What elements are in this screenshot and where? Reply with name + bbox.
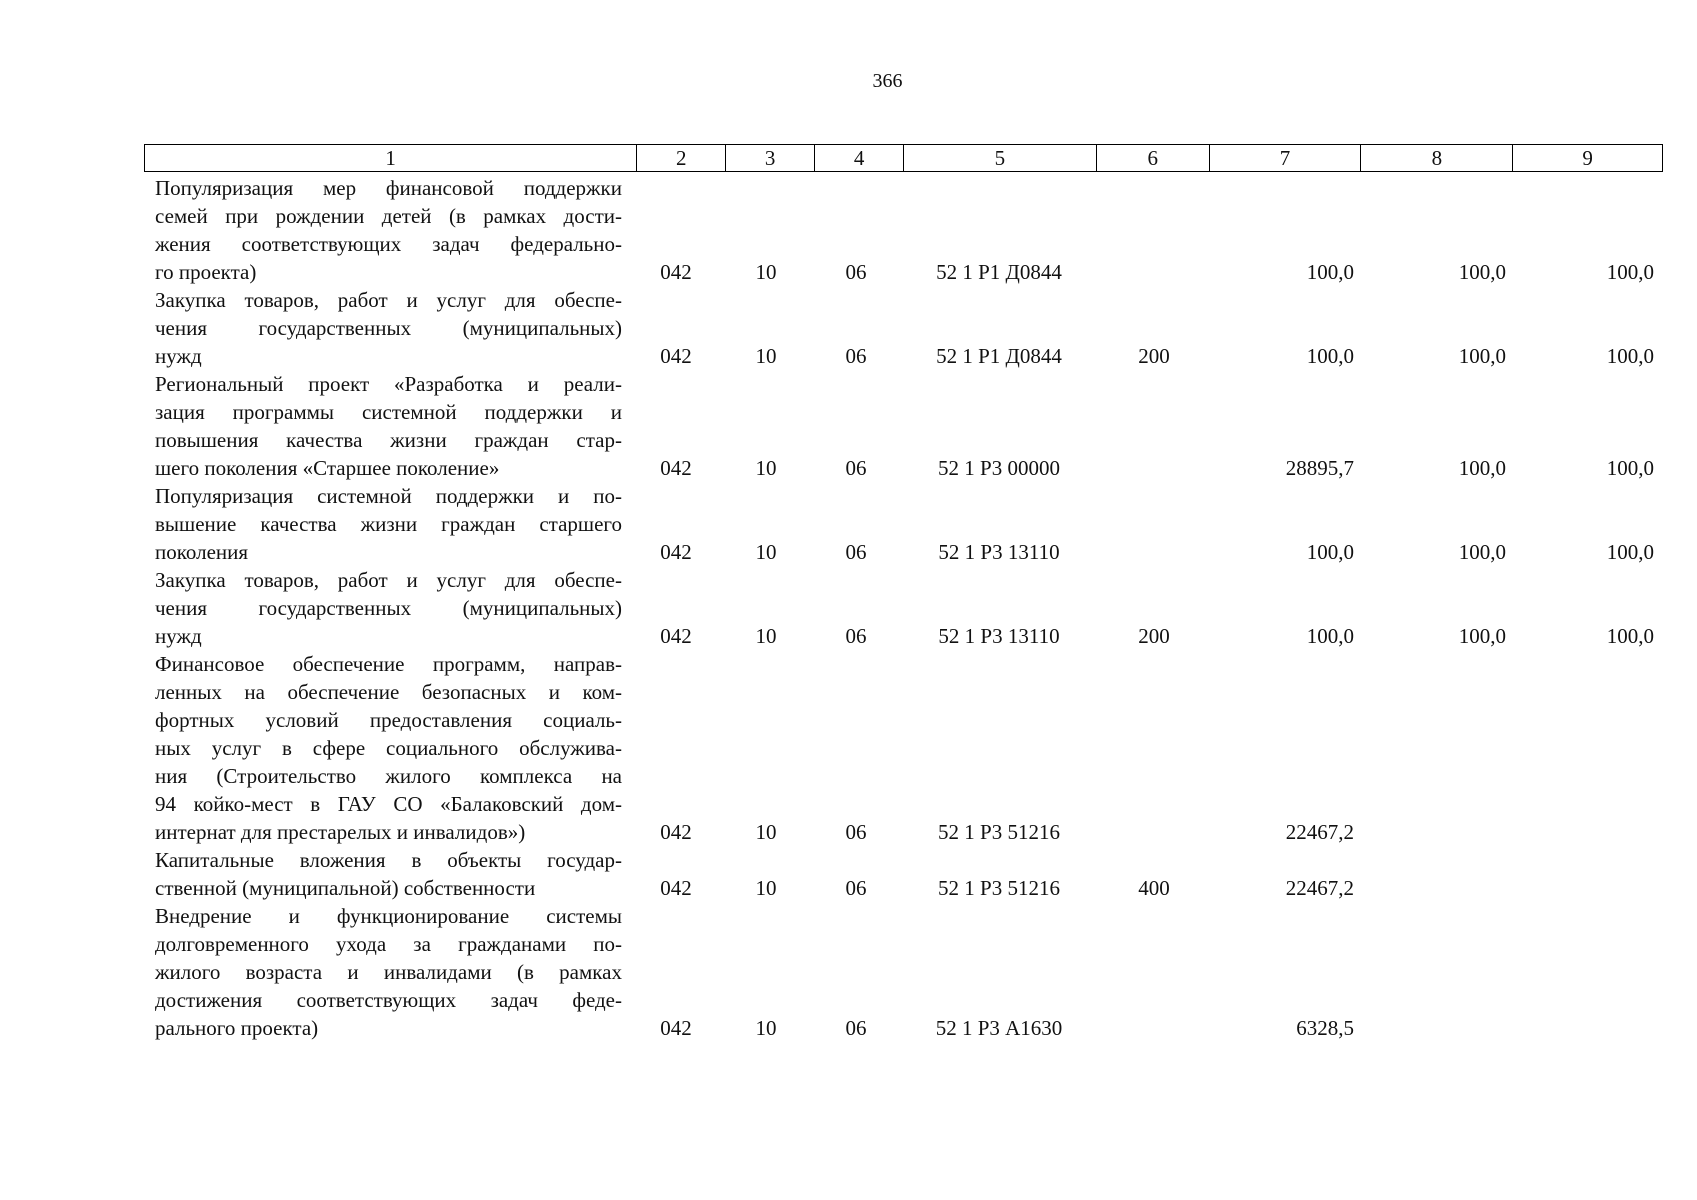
cell-col-6: 200 xyxy=(1138,624,1170,648)
cell-col-7: 6328,5 xyxy=(1296,1016,1354,1040)
cell-col-5: 52 1 Р1 Д0844 xyxy=(936,260,1062,284)
header-col-7: 7 xyxy=(1209,145,1361,171)
cell-col-6: 200 xyxy=(1138,344,1170,368)
cell-col-7: 22467,2 xyxy=(1285,876,1354,900)
row-description xyxy=(155,370,622,482)
cell-col-8: 100,0 xyxy=(1458,456,1506,480)
cell-col-4: 06 xyxy=(845,456,867,480)
description-line: чения государственных (муниципальных) xyxy=(155,316,622,340)
description-line: вышение качества жизни граждан старшего xyxy=(155,512,622,536)
cell-col-4: 06 xyxy=(845,624,867,648)
cell-col-2: 042 xyxy=(660,260,692,284)
cell-col-4: 06 xyxy=(845,344,867,368)
cell-col-4: 06 xyxy=(845,876,867,900)
description-line: ных услуг в сфере социального обслужива- xyxy=(155,736,622,760)
table-row xyxy=(0,650,1697,846)
row-description xyxy=(155,846,622,902)
table-row xyxy=(0,902,1697,1042)
cell-col-8: 100,0 xyxy=(1458,344,1506,368)
cell-col-2: 042 xyxy=(660,456,692,480)
cell-col-2: 042 xyxy=(660,540,692,564)
description-line: шего поколения «Старшее поколение» xyxy=(155,456,500,480)
header-col-9: 9 xyxy=(1512,145,1662,171)
row-description xyxy=(155,902,622,1042)
description-line: жения соответствующих задач федерально- xyxy=(155,232,622,256)
cell-col-7: 100,0 xyxy=(1306,624,1354,648)
description-line: интернат для престарелых и инвалидов») xyxy=(155,820,526,844)
row-description xyxy=(155,174,622,286)
cell-col-7: 100,0 xyxy=(1306,260,1354,284)
cell-col-6: 400 xyxy=(1138,876,1170,900)
cell-col-3: 10 xyxy=(755,260,777,284)
description-line: Региональный проект «Разработка и реали- xyxy=(155,372,622,396)
cell-col-2: 042 xyxy=(660,344,692,368)
cell-col-5: 52 1 Р3 51216 xyxy=(938,820,1060,844)
header-col-5: 5 xyxy=(903,145,1096,171)
cell-col-2: 042 xyxy=(660,876,692,900)
header-col-1: 1 xyxy=(385,146,396,170)
cell-col-9: 100,0 xyxy=(1606,540,1654,564)
description-line: го проекта) xyxy=(155,260,257,284)
description-line: Закупка товаров, работ и услуг для обеспе- xyxy=(155,568,622,592)
cell-col-9: 100,0 xyxy=(1606,624,1654,648)
description-line: семей при рождении детей (в рамках дости- xyxy=(155,204,622,228)
table-row xyxy=(0,482,1697,566)
cell-col-5: 52 1 Р3 13110 xyxy=(938,540,1060,564)
description-line: Популяризация системной поддержки и по- xyxy=(155,484,622,508)
cell-col-3: 10 xyxy=(755,344,777,368)
cell-col-3: 10 xyxy=(755,1016,777,1040)
header-col-4: 4 xyxy=(814,145,903,171)
cell-col-4: 06 xyxy=(845,540,867,564)
description-line: нужд xyxy=(155,624,202,648)
cell-col-5: 52 1 Р3 13110 xyxy=(938,624,1060,648)
cell-col-8: 100,0 xyxy=(1458,260,1506,284)
description-line: достижения соответствующих задач феде- xyxy=(155,988,622,1012)
header-col-3: 3 xyxy=(725,145,814,171)
header-col-8: 8 xyxy=(1360,145,1512,171)
description-line: ленных на обеспечение безопасных и ком- xyxy=(155,680,622,704)
cell-col-5: 52 1 Р3 А1630 xyxy=(935,1016,1063,1040)
cell-col-5: 52 1 Р3 51216 xyxy=(938,876,1060,900)
cell-col-3: 10 xyxy=(755,456,777,480)
cell-col-3: 10 xyxy=(755,820,777,844)
cell-col-7: 100,0 xyxy=(1306,540,1354,564)
table-row xyxy=(0,174,1697,286)
description-line: зация программы системной поддержки и xyxy=(155,400,622,424)
description-line: нужд xyxy=(155,344,202,368)
header-col-2: 2 xyxy=(636,145,725,171)
header-col-6: 6 xyxy=(1096,145,1209,171)
cell-col-2: 042 xyxy=(660,624,692,648)
description-line: рального проекта) xyxy=(155,1016,319,1040)
cell-col-4: 06 xyxy=(845,260,867,284)
cell-col-8: 100,0 xyxy=(1458,624,1506,648)
page-number: 366 xyxy=(872,70,903,92)
table-row xyxy=(0,566,1697,650)
description-line: Капитальные вложения в объекты государ- xyxy=(155,848,622,872)
description-line: ственной (муниципальной) собственности xyxy=(155,876,536,900)
row-description xyxy=(155,286,622,370)
cell-col-2: 042 xyxy=(660,1016,692,1040)
cell-col-4: 06 xyxy=(845,820,867,844)
cell-col-9: 100,0 xyxy=(1606,456,1654,480)
cell-col-3: 10 xyxy=(755,624,777,648)
row-description xyxy=(155,650,622,846)
cell-col-7: 100,0 xyxy=(1306,344,1354,368)
cell-col-9: 100,0 xyxy=(1606,344,1654,368)
cell-col-5: 52 1 Р3 00000 xyxy=(938,456,1060,480)
cell-col-8: 100,0 xyxy=(1458,540,1506,564)
description-line: Популяризация мер финансовой поддержки xyxy=(155,176,622,200)
description-line: 94 койко-мест в ГАУ СО «Балаковский дом- xyxy=(155,792,622,816)
description-line: жилого возраста и инвалидами (в рамках xyxy=(155,960,622,984)
cell-col-3: 10 xyxy=(755,876,777,900)
row-description xyxy=(155,566,622,650)
description-line: Закупка товаров, работ и услуг для обеспе- xyxy=(155,288,622,312)
cell-col-4: 06 xyxy=(845,1016,867,1040)
cell-col-3: 10 xyxy=(755,540,777,564)
table-row xyxy=(0,846,1697,902)
description-line: долговременного ухода за гражданами по- xyxy=(155,932,622,956)
cell-col-5: 52 1 Р1 Д0844 xyxy=(936,344,1062,368)
description-line: поколения xyxy=(155,540,249,564)
description-line: Внедрение и функционирование системы xyxy=(155,904,622,928)
cell-col-9: 100,0 xyxy=(1606,260,1654,284)
description-line: ния (Строительство жилого комплекса на xyxy=(155,764,622,788)
cell-col-7: 22467,2 xyxy=(1285,820,1354,844)
description-line: фортных условий предоставления социаль- xyxy=(155,708,622,732)
cell-col-2: 042 xyxy=(660,820,692,844)
row-description xyxy=(155,482,622,566)
description-line: Финансовое обеспечение программ, направ- xyxy=(155,652,622,676)
table-row xyxy=(0,286,1697,370)
description-line: повышения качества жизни граждан стар- xyxy=(155,428,622,452)
cell-col-7: 28895,7 xyxy=(1285,456,1354,480)
table-row xyxy=(0,370,1697,482)
description-line: чения государственных (муниципальных) xyxy=(155,596,622,620)
